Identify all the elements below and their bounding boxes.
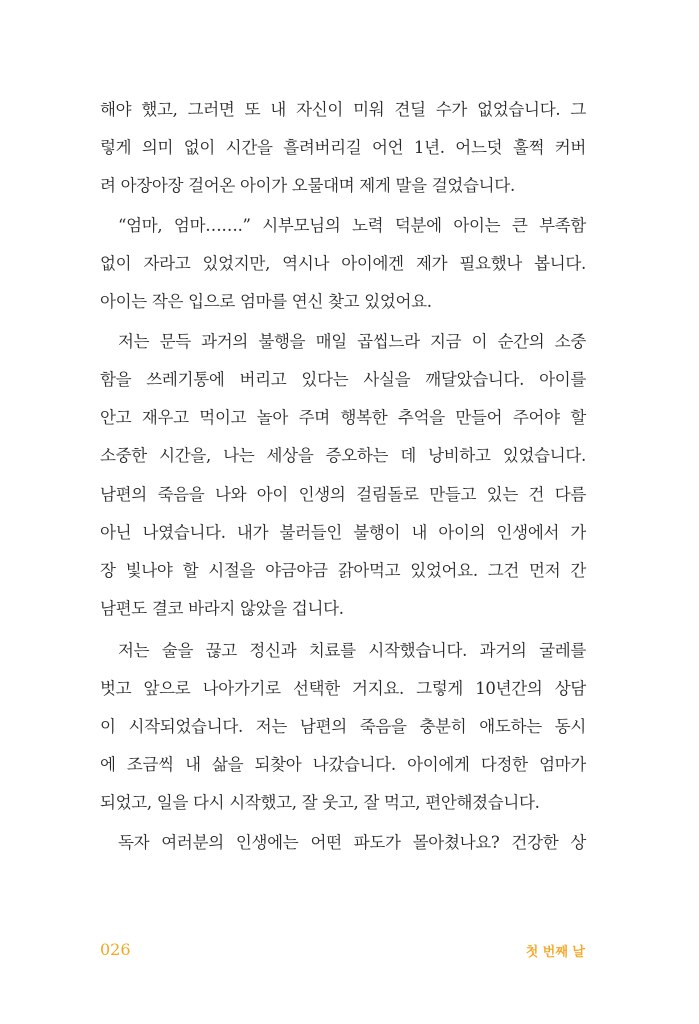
text-line: 렇게 의미 없이 시간을 흘려버리길 어언 1년. 어느덧 훌쩍 커버 [100,138,586,157]
text-line: 안고 재우고 먹이고 놀아 주며 행복한 추억을 만들어 주어야 할 [100,408,586,427]
text-line: 해야 했고, 그러면 또 내 자신이 미워 견딜 수가 없었습니다. 그 [100,100,586,119]
text-line: 남편의 죽음을 나와 아이 인생의 걸림돌로 만들고 있는 건 다름 [100,485,586,504]
page-number: 026 [100,940,131,959]
text-line: 저는 문득 과거의 불행을 매일 곱씹느라 지금 이 순간의 소중 [118,332,586,351]
text-line: 아닌 나였습니다. 내가 불러들인 불행이 내 아이의 인생에서 가 [100,523,586,542]
text-line: 함을 쓰레기통에 버리고 있다는 사실을 깨달았습니다. 아이를 [100,370,586,389]
text-line: 에 조금씩 내 삶을 되찾아 나갔습니다. 아이에게 다정한 엄마가 [100,755,586,774]
text-line: 독자 여러분의 인생에는 어떤 파도가 몰아쳤나요? 건강한 상 [118,833,586,852]
text-line: 장 빛나야 할 시절을 야금야금 갉아먹고 있었어요. 그건 먼저 간 [100,561,586,580]
text-line: 려 아장아장 걸어온 아이가 오물대며 제게 말을 걸었습니다. [100,176,515,195]
text-line: 남편도 결코 바라지 않았을 겁니다. [100,599,344,618]
running-title: 첫 번째 날 [525,945,585,960]
text-line: 벗고 앞으로 나아가기로 선택한 거지요. 그렇게 10년간의 상담 [100,679,586,698]
text-line: 소중한 시간을, 나는 세상을 증오하는 데 낭비하고 있었습니다. [100,446,586,465]
text-line: 이 시작되었습니다. 저는 남편의 죽음을 충분히 애도하는 동시 [100,717,586,736]
text-line: “엄마, 엄마…….” 시부모님의 노력 덕분에 아이는 큰 부족함 [118,216,586,235]
text-line: 저는 술을 끊고 정신과 치료를 시작했습니다. 과거의 굴레를 [118,641,586,660]
text-line: 없이 자라고 있었지만, 역시나 아이에겐 제가 필요했나 봅니다. [100,254,586,273]
text-line: 아이는 작은 입으로 엄마를 연신 찾고 있었어요. [100,292,432,311]
text-line: 되었고, 일을 다시 시작했고, 잘 웃고, 잘 먹고, 편안해졌습니다. [100,793,540,812]
